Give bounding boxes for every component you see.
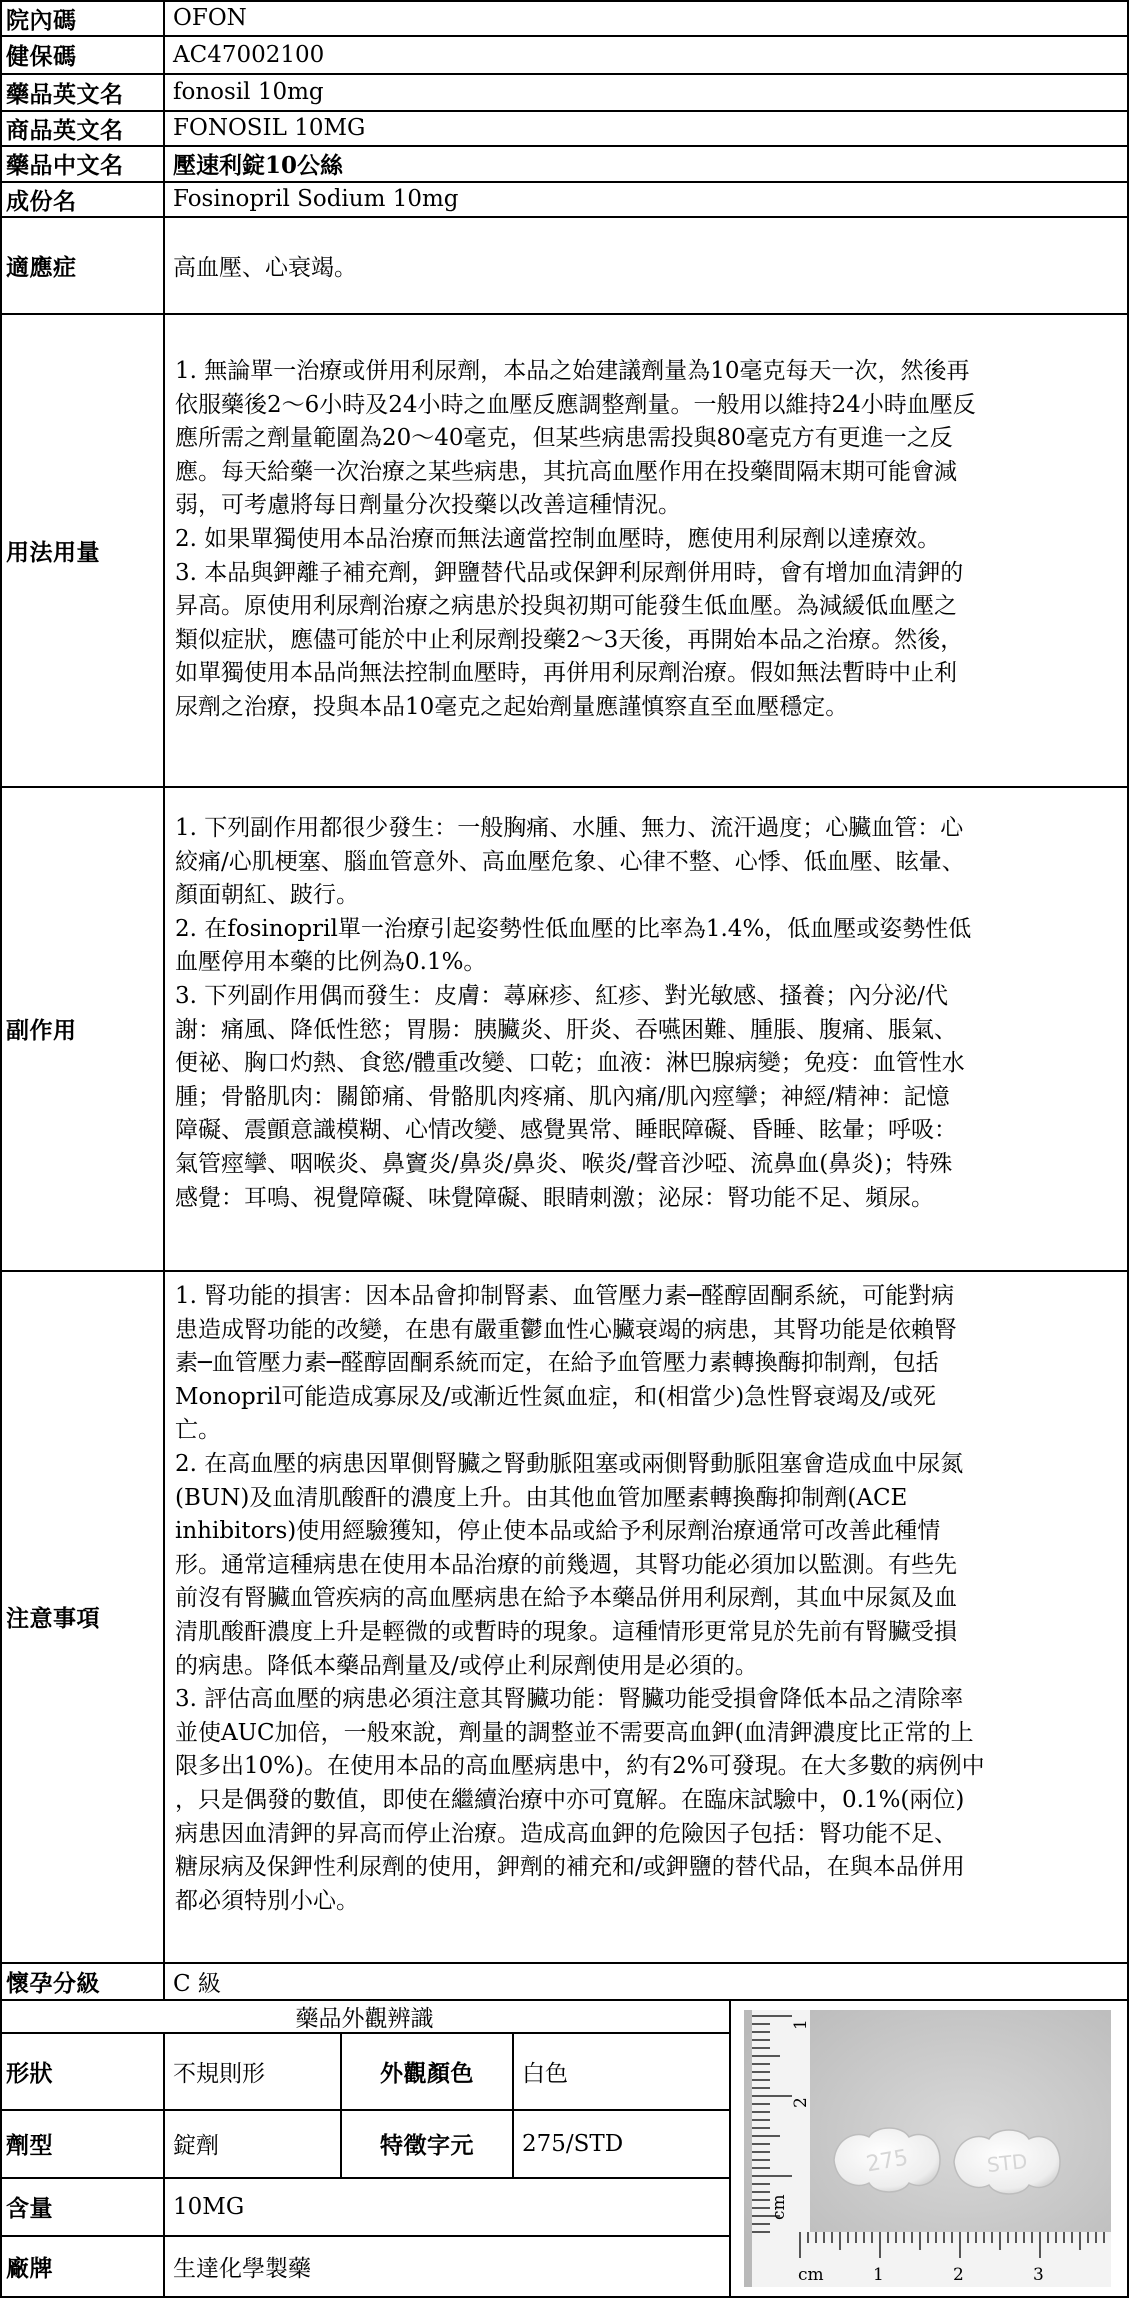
ruler-unit-horizontal: cm bbox=[798, 2265, 824, 2285]
text-line: 昇高。原使用利尿劑治療之病患於投與初期可能發生低血壓。為減緩低血壓之 bbox=[175, 593, 957, 620]
marking-label: 特徵字元 bbox=[380, 2132, 474, 2159]
tablet-photo bbox=[744, 2010, 1111, 2287]
text-line: 1. 無論單一治療或併用利尿劑，本品之始建議劑量為10毫克每天一次，然後再 bbox=[175, 358, 970, 384]
drug-cn-name-label: 藥品中文名 bbox=[6, 152, 124, 179]
text-line: 患造成腎功能的改變，在患有嚴重鬱血性心臟衰竭的病患，其腎功能是依賴腎 bbox=[175, 1316, 957, 1343]
text-line: 氣管痙攣、咽喉炎、鼻竇炎/鼻炎/鼻炎、喉炎/聲音沙啞、流鼻血(鼻炎)；特殊 bbox=[175, 1150, 953, 1177]
text-line: Monopril可能造成寡尿及/或漸近性氮血症，和(相當少)急性腎衰竭及/或死 bbox=[175, 1383, 936, 1410]
brand-en-name-value: FONOSIL 10MG bbox=[173, 115, 366, 141]
text-line: 並使AUC加倍，一般來說，劑量的調整並不需要高血鉀(血清鉀濃度比正常的上 bbox=[175, 1719, 974, 1746]
text-line: 形。通常這種病患在使用本品治療的前幾週，其腎功能必須加以監測。有些先 bbox=[175, 1551, 957, 1578]
precautions-text bbox=[165, 1280, 1127, 1918]
text-line: 都必須特別小心。 bbox=[175, 1887, 359, 1914]
tablet-left bbox=[834, 2128, 940, 2192]
nhi-code-value: AC47002100 bbox=[173, 41, 325, 68]
ruler-vtick-label-1: 2 bbox=[791, 2097, 811, 2108]
form-value: 錠劑 bbox=[173, 2133, 219, 2159]
text-line: 依服藥後2～6小時及24小時之血壓反應調整劑量。一般用以維持24小時血壓反 bbox=[175, 391, 976, 418]
side-effects-label: 副作用 bbox=[6, 1017, 77, 1044]
ruler-unit-vertical: cm bbox=[769, 2194, 789, 2220]
text-line: 1. 腎功能的損害：因本品會抑制腎素、血管壓力素─醛醇固酮系統，可能對病 bbox=[175, 1283, 955, 1309]
appearance-title: 藥品外觀辨識 bbox=[295, 2005, 434, 2032]
color-value: 白色 bbox=[522, 2060, 568, 2087]
text-line: 1. 下列副作用都很少發生：一般胸痛、水腫、無力、流汗過度；心臟血管：心 bbox=[175, 815, 964, 841]
text-line: 顏面朝紅、跛行。 bbox=[175, 882, 359, 909]
color-label: 外觀顏色 bbox=[380, 2059, 474, 2087]
text-line: 2. 如果單獨使用本品治療而無法適當控制血壓時，應使用利尿劑以達療效。 bbox=[175, 525, 941, 552]
text-line: ，只是偶發的數值，即使在繼續治療中亦可寬解。在臨床試驗中，0.1%(兩位) bbox=[175, 1786, 965, 1813]
maker-value: 生達化學製藥 bbox=[173, 2255, 311, 2282]
text-line: 清肌酸酐濃度上升是輕微的或暫時的現象。這種情形更常見於先前有腎臟受損 bbox=[175, 1618, 957, 1645]
form-label: 劑型 bbox=[6, 2132, 53, 2159]
text-line: 障礙、震顫意識模糊、心情改變、感覺異常、睡眠障礙、昏睡、眩暈；呼吸： bbox=[175, 1117, 957, 1144]
text-line: 如單獨使用本品尚無法控制血壓時，再併用利尿劑治療。假如無法暫時中止利 bbox=[175, 660, 957, 687]
drug-en-name-value: fonosil 10mg bbox=[173, 79, 324, 105]
text-line: 3. 評估高血壓的病患必須注意其腎臟功能：腎臟功能受損會降低本品之清除率 bbox=[175, 1686, 964, 1713]
maker-label: 廠牌 bbox=[6, 2254, 53, 2282]
row-line bbox=[0, 1270, 1129, 1272]
drug-en-name-label: 藥品英文名 bbox=[6, 80, 124, 108]
text-line: 便祕、胸口灼熱、食慾/體重改變、口乾；血液：淋巴腺病變；免疫：血管性水 bbox=[175, 1050, 965, 1077]
dosage-text bbox=[165, 355, 1127, 725]
hospital-code-value: OFON bbox=[173, 5, 247, 31]
dosage-label: 用法用量 bbox=[6, 538, 100, 566]
text-line: 尿劑之治療，投與本品10毫克之起始劑量應謹慎察直至血壓穩定。 bbox=[175, 693, 849, 720]
text-line: 應所需之劑量範圍為20～40毫克，但某些病患需投與80毫克方有更進一之反 bbox=[175, 425, 953, 452]
text-line: 絞痛/心肌梗塞、腦血管意外、高血壓危象、心律不整、心悸、低血壓、眩暈、 bbox=[175, 848, 965, 875]
text-line: 血壓停用本藥的比例為0.1%。 bbox=[175, 949, 487, 976]
ruler-htick-label-2: 2 bbox=[953, 2265, 964, 2285]
drug-cn-name-value: 壓速利錠10公絲 bbox=[173, 152, 344, 179]
text-line: 弱，可考慮將每日劑量分次投藥以改善這種情況。 bbox=[175, 492, 681, 519]
strength-value: 10MG bbox=[173, 2193, 245, 2220]
tablet-right-imprint: STD bbox=[985, 2148, 1029, 2178]
text-line: 謝：痛風、降低性慾；胃腸：胰臟炎、肝炎、吞嚥困難、腫脹、腹痛、脹氣、 bbox=[175, 1016, 957, 1043]
ingredient-label: 成份名 bbox=[6, 187, 77, 215]
nhi-code-label: 健保碼 bbox=[6, 43, 77, 70]
text-line: 2. 在fosinopril單一治療引起姿勢性低血壓的比率為1.4%，低血壓或姿勢性低 bbox=[175, 915, 972, 942]
text-line: 腫；骨骼肌肉：關節痛、骨骼肌肉疼痛、肌內痛/肌內痙攣；神經/精神：記憶 bbox=[175, 1083, 950, 1110]
text-line: 3. 本品與鉀離子補充劑，鉀鹽替代品或保鉀利尿劑併用時，會有增加血清鉀的 bbox=[175, 559, 964, 586]
text-line: 素─血管壓力素─醛醇固酮系統而定，在給予血管壓力素轉換酶抑制劑，包括 bbox=[175, 1350, 939, 1377]
indication-label: 適應症 bbox=[6, 253, 77, 281]
side-effects-text bbox=[165, 812, 1127, 1215]
tablet-right bbox=[954, 2130, 1060, 2194]
shape-label: 形狀 bbox=[6, 2059, 53, 2087]
hospital-code-label: 院內碼 bbox=[6, 6, 77, 34]
horizontal-ruler bbox=[784, 2232, 1111, 2287]
shape-value: 不規則形 bbox=[173, 2060, 265, 2087]
text-line: 的病患。降低本藥品劑量及/或停止利尿劑使用是必須的。 bbox=[175, 1652, 758, 1679]
text-line: inhibitors)使用經驗獲知，停止使本品或給予利尿劑治療通常可改善此種情 bbox=[175, 1518, 941, 1545]
row-line bbox=[0, 786, 1129, 788]
tablet-photo-drawing bbox=[744, 2010, 1111, 2287]
precautions-label: 注意事項 bbox=[6, 1605, 100, 1632]
text-line: 限多出10%)。在使用本品的高血壓病患中，約有2%可發現。在大多數的病例中 bbox=[175, 1753, 985, 1780]
text-line: 3. 下列副作用偶而發生：皮膚：蕁麻疹、紅疹、對光敏感、搔養；內分泌/代 bbox=[175, 982, 949, 1009]
text-line: 2. 在高血壓的病患因單側腎臟之腎動脈阻塞或兩側腎動脈阻塞會造成血中尿氮 bbox=[175, 1450, 964, 1477]
strength-label: 含量 bbox=[6, 2195, 53, 2222]
text-line: 前沒有腎臟血管疾病的高血壓病患在給予本藥品併用利尿劑，其血中尿氮及血 bbox=[175, 1585, 957, 1612]
tablet-left-imprint: 275 bbox=[864, 2145, 911, 2178]
text-line: 糖尿病及保鉀性利尿劑的使用，鉀劑的補充和/或鉀鹽的替代品，在與本品併用 bbox=[175, 1854, 965, 1881]
text-line: (BUN)及血清肌酸酐的濃度上升。由其他血管加壓素轉換酶抑制劑(ACE bbox=[175, 1484, 908, 1511]
row-line bbox=[0, 313, 1129, 315]
ruler-htick-label-1: 1 bbox=[873, 2265, 884, 2285]
text-line: 應。每天給藥一次治療之某些病患，其抗高血壓作用在投藥間隔末期可能會減 bbox=[175, 458, 957, 485]
ruler-htick-label-3: 3 bbox=[1033, 2265, 1044, 2285]
text-line: 類似症狀，應儘可能於中止利尿劑投藥2～3天後，再開始本品之治療。然後， bbox=[175, 626, 964, 653]
ingredient-value: Fosinopril Sodium 10mg bbox=[173, 186, 459, 212]
pregnancy-value: C 級 bbox=[173, 1970, 221, 1997]
ruler-vtick-label-2: 1 bbox=[791, 2019, 811, 2030]
marking-value: 275/STD bbox=[522, 2130, 624, 2157]
text-line: 亡。 bbox=[175, 1417, 221, 1444]
brand-en-name-label: 商品英文名 bbox=[6, 116, 124, 144]
indication-text: 高血壓、心衰竭。 bbox=[173, 254, 357, 281]
text-line: 感覺：耳鳴、視覺障礙、味覺障礙、眼睛刺激；泌尿：腎功能不足、頻尿。 bbox=[175, 1184, 934, 1211]
column-divider bbox=[729, 1999, 731, 2298]
pregnancy-label: 懷孕分級 bbox=[6, 1969, 100, 1997]
text-line: 病患因血清鉀的昇高而停止治療。造成高血鉀的危險因子包括：腎功能不足、 bbox=[175, 1820, 957, 1847]
